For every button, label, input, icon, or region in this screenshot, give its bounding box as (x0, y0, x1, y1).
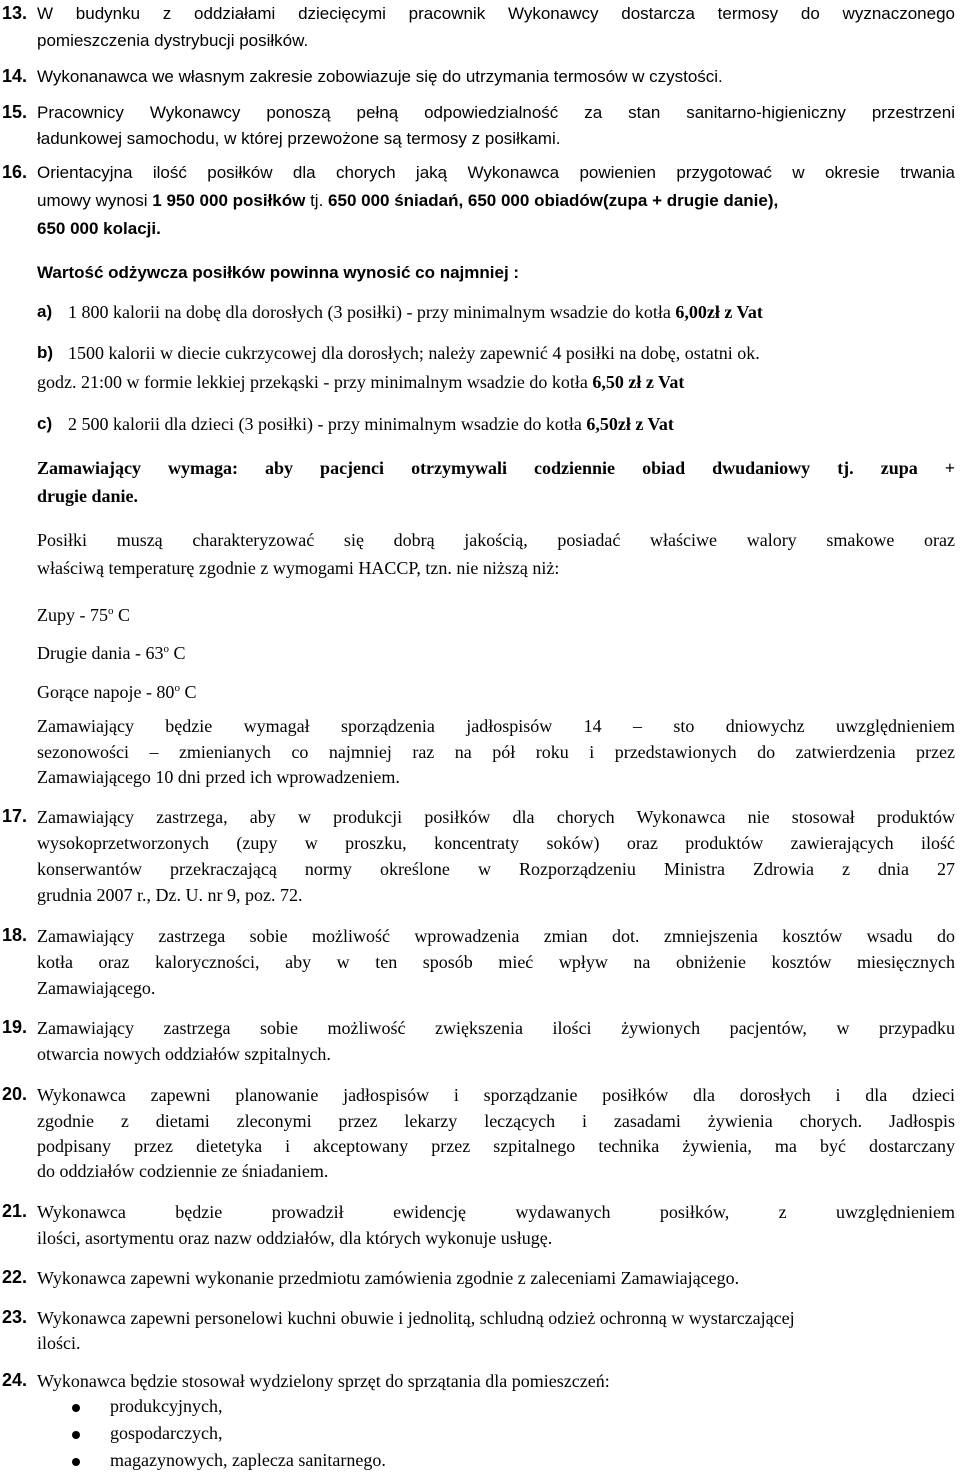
text-run-bold: 6,00zł z Vat (675, 302, 763, 322)
paragraph-line: Wykonawca zapewni planowanie jadłospisów i sporządzanie posiłków dla dorosłych i dla dzieci (37, 1085, 955, 1105)
paragraph-line: grudnia 2007 r., Dz. U. nr 9, poz. 72. (37, 885, 303, 905)
list-item-c (68, 414, 674, 435)
bullet-icon (72, 1431, 80, 1439)
paragraph-number: 23. (2, 1307, 28, 1327)
paragraph-number: 17. (2, 806, 28, 826)
text-run-bold: 6,50zł z Vat (586, 414, 674, 434)
paragraph-line: zgodnie z dietami zleconymi przez lekarzy leczących i zasadami żywienia chorych. Jadłospis (37, 1111, 955, 1131)
paragraph-line: ilości, asortymentu oraz nazw oddziałów, dla których wykonuje usługę. (37, 1228, 553, 1248)
paragraph-line: ładunkowej samochodu, w której przewożone są termosy z posiłkami. (37, 129, 561, 148)
nutrition-heading: Wartość odżywcza posiłków powinna wynosić co najmniej : (37, 263, 520, 282)
paragraph-number: 15. (2, 102, 28, 122)
paragraph-line: Zamawiający zastrzega sobie możliwość wprowadzenia zmian dot. zmniejszenia kosztów wsadu do (37, 926, 955, 946)
paragraph-line: Wykonawca zapewni wykonanie przedmiotu zamówienia zgodnie z zaleceniami Zamawiającego. (37, 1268, 740, 1288)
list-item-a (68, 302, 763, 323)
text-run: tj. (305, 191, 324, 210)
paragraph-line: Wykonawca będzie stosował wydzielony sprzęt do sprzątania dla pomieszczeń: (37, 1371, 610, 1391)
list-item: gospodarczych, (110, 1423, 223, 1443)
list-item-b-cont (37, 371, 684, 393)
list-item: magazynowych, zaplecza sanitarnego. (110, 1450, 386, 1470)
paragraph-line: wysokoprzetworzonych (zupy w proszku, koncentraty soków) oraz produktów zawierających ilość (37, 833, 955, 853)
text-run-bold: 6,50 zł z Vat (592, 372, 685, 392)
requirement-line: drugie danie. (37, 486, 139, 506)
paragraph-line: kotła oraz kaloryczności, aby w ten sposób mieć wpływ na obniżenie kosztów miesięcznych (37, 952, 955, 972)
paragraph-line: Pracownicy Wykonawcy ponoszą pełną odpowiedzialność za stan sanitarno-higieniczny przestrzeni (37, 103, 955, 122)
paragraph-line (37, 190, 778, 212)
paragraph-number: 22. (2, 1267, 28, 1287)
paragraph-line: otwarcia nowych oddziałów szpitalnych. (37, 1044, 331, 1064)
paragraph-line: Zamawiający zastrzega sobie możliwość zwiększenia ilości żywionych pacjentów, w przypadku (37, 1018, 955, 1038)
list-item-b: 1500 kalorii w diecie cukrzycowej dla dorosłych; należy zapewnić 4 posiłki na dobę, ostatni ok. (68, 343, 760, 363)
paragraph-line: Wykonawca zapewni personelowi kuchni obuwie i jednolitą, schludną odzież ochronną w wystarczającej (37, 1308, 795, 1328)
paragraph-line: do oddziałów codziennie ze śniadaniem. (37, 1161, 329, 1181)
list-item: produkcyjnych, (110, 1396, 223, 1416)
paragraph-number: 13. (2, 3, 28, 23)
paragraph-number: 14. (2, 66, 28, 86)
paragraph-line: pomieszczenia dystrybucji posiłków. (37, 31, 309, 50)
paragraph-line: Zamawiający zastrzega, aby w produkcji posiłków dla chorych Wykonawca nie stosował produktów (37, 807, 955, 827)
paragraph-line: podpisany przez dietetyka i akceptowany przez szpitalnego technika żywienia, ma być dostarczany (37, 1136, 955, 1156)
text-run: 1 800 kalorii na dobę dla dorosłych (3 posiłki) - przy minimalnym wsadzie do kotła (68, 302, 676, 322)
paragraph-line: ilości. (37, 1333, 81, 1353)
requirement-line: Zamawiający wymaga: aby pacjenci otrzymywali codziennie obiad dwudaniowy tj. zupa + (37, 458, 955, 478)
temperature-hot-drinks: Gorące napoje - 80$^o$ C (37, 682, 197, 702)
list-label-b: b) (37, 343, 54, 362)
temperature-main-dish: Drugie dania - 63$^o$ C (37, 643, 186, 663)
list-label-c: c) (37, 414, 53, 433)
text-run: godz. 21:00 w formie lekkiej przekąski - przy minimalnym wsadzie do kotła (37, 372, 593, 392)
paragraph-number: 24. (2, 1370, 28, 1390)
menu-line: Zamawiającego 10 dni przed ich wprowadzeniem. (37, 767, 400, 787)
list-label-a: a) (37, 302, 53, 321)
bullet-icon (72, 1458, 80, 1466)
paragraph-line: Wykonanawca we własnym zakresie zobowiazuje się do utrzymania termosów w czystości. (37, 67, 723, 86)
paragraph-line: Zamawiającego. (37, 978, 156, 998)
paragraph-line: W budynku z oddziałami dziecięcymi pracownik Wykonawcy dostarcza termosy do wyznaczonego (37, 4, 955, 23)
paragraph-number: 21. (2, 1201, 28, 1221)
text-run: 2 500 kalorii dla dzieci (3 posiłki) - przy minimalnym wsadzie do kotła (68, 414, 587, 434)
paragraph-line: Wykonawca będzie prowadził ewidencję wydawanych posiłków, z uwzględnieniem (37, 1202, 955, 1222)
text-run-bold: 650 000 śniadań, 650 000 obiadów(zupa + drugie danie), (323, 191, 779, 210)
paragraph-number: 19. (2, 1017, 28, 1037)
quality-line: Posiłki muszą charakteryzować się dobrą jakością, posiadać właściwe walory smakowe oraz (37, 530, 955, 550)
paragraph-line: Orientacyjna ilość posiłków dla chorych jaką Wykonawca powienien przygotować w okresie trwania (37, 163, 955, 182)
paragraph-number: 18. (2, 925, 28, 945)
paragraph-line: 650 000 kolacji. (37, 219, 161, 238)
quality-line: właściwą temperaturę zgodnie z wymogami HACCP, tzn. nie niższą niż: (37, 558, 560, 578)
menu-line: sezonowości – zmienianych co najmniej raz na pół roku i przedstawionych do zatwierdzenia przez (37, 742, 955, 762)
paragraph-number: 20. (2, 1084, 28, 1104)
paragraph-line: konserwantów przekraczającą normy określone w Rozporządzeniu Ministra Zdrowia z dnia 27 (37, 859, 955, 879)
text-run: umowy wynosi (37, 191, 153, 210)
paragraph-number: 16. (2, 162, 28, 182)
temperature-soup: Zupy - 75$^o$ C (37, 605, 131, 625)
bullet-icon (72, 1404, 80, 1412)
text-run-bold: 1 950 000 posiłków (152, 191, 306, 210)
menu-line: Zamawiający będzie wymagał sporządzenia jadłospisów 14 – sto dniowychz uwzględnieniem (37, 716, 955, 736)
